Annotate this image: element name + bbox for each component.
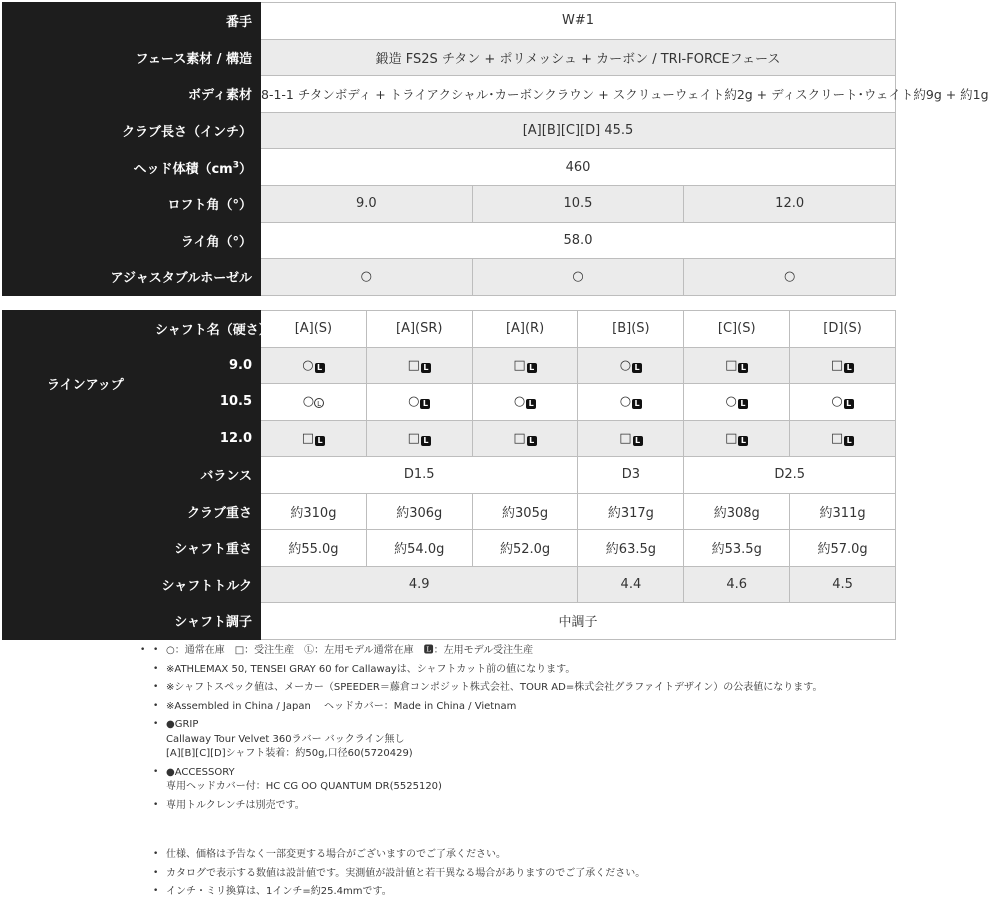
spec-row-lie [3, 222, 896, 259]
spec-label-volume-sup: 3 [232, 160, 239, 171]
shaft-weight-5: 約53.5g [684, 530, 790, 567]
lineup-table [2, 310, 896, 640]
note-item: • ※Assembled in China / Japan ヘッドカバー：Made in China / Vietnam [153, 700, 517, 712]
spec-label-face: フェース素材 / 構造 [3, 39, 261, 76]
loft-label-10-5: 10.5 [155, 384, 261, 421]
spec-row-hosel [3, 259, 896, 296]
made-to-order-icon: □ [301, 430, 315, 446]
note-text: ●ACCESSORY [166, 766, 235, 778]
spec-table [2, 2, 989, 296]
note-subtext: 専用ヘッドカバー付：HC CG OO QUANTUM DR(5525120) [166, 781, 442, 792]
lineup-row-kick [3, 603, 896, 640]
lineup-row-torque [3, 566, 896, 603]
made-to-order-icon: □ [725, 430, 738, 446]
left-hand-order-icon: L [633, 436, 643, 446]
disclaimer-text: インチ・ミリ換算は、1インチ=約25.4mmです。 [166, 886, 392, 897]
left-hand-order-icon: L [632, 363, 642, 373]
note-text: ※ATHLEMAX 50, TENSEI GRAY 60 for Callawayは、シャフトカット前の値になります。 [166, 663, 576, 675]
lineup-cell [578, 384, 684, 421]
made-to-order-icon: □ [407, 430, 420, 446]
shaft-weight-4: 約63.5g [578, 530, 684, 567]
lineup-cell [578, 420, 684, 457]
disclaimer-list [150, 848, 645, 904]
shaft-name-4: [B](S) [578, 311, 684, 348]
left-hand-order-icon: L [738, 399, 748, 409]
left-hand-order-icon: L [527, 363, 537, 373]
note-text: ●GRIP [166, 719, 199, 730]
made-to-order-icon: □ [619, 430, 632, 446]
spec-value-lie: 58.0 [261, 222, 896, 259]
left-hand-order-icon: L [315, 363, 325, 373]
note-item: • ●ACCESSORY 専用ヘッドカバー付：HC CG OO QUANTUM DR(5525120) [150, 766, 823, 795]
left-hand-order-icon: L [526, 399, 536, 409]
disclaimer-item: • インチ・ミリ換算は、1インチ=約25.4mmです。 [153, 886, 392, 897]
note-item: • ※シャフトスペック値は、メーカー（SPEEDER＝藤倉コンポジット株式会社、TOUR AD=株式会社グラファイトデザイン）の公表値になります。 [153, 682, 823, 693]
spec-label-loft: ロフト角（°） [3, 185, 261, 222]
balance-label: バランス [3, 457, 261, 494]
club-weight-1: 約310g [261, 493, 367, 530]
lineup-cell [684, 347, 790, 384]
spec-row-face [3, 39, 896, 76]
shaft-name-5: [C](S) [684, 311, 790, 348]
lineup-row-shaft-weight [3, 530, 896, 567]
left-hand-order-icon: L [421, 436, 431, 446]
note-text: 専用トルクレンチは別売です。 [166, 799, 305, 811]
lineup-cell [790, 420, 896, 457]
shaft-name-6: [D](S) [790, 311, 896, 348]
spec-row-volume [3, 149, 896, 186]
stock-icon: ○ [302, 357, 314, 373]
left-hand-stock-icon: L [314, 398, 324, 408]
made-to-order-icon: □ [725, 357, 738, 373]
note-text: ※シャフトスペック値は、メーカー（SPEEDER＝藤倉コンポジット株式会社、TOUR AD=株式会社グラファイトデザイン）の公表値になります。 [166, 682, 823, 693]
lineup-row-shaft [3, 311, 896, 348]
lineup-row-balance [3, 457, 896, 494]
spec-value-hosel-1: ○ [261, 259, 473, 296]
notes-list [140, 644, 823, 817]
note-subtext: [A][B][C][D]シャフト装着：約50g,口径60(5720429) [166, 748, 413, 759]
shaft-name-2: [A](SR) [366, 311, 472, 348]
lineup-cell [790, 347, 896, 384]
made-to-order-icon: □ [830, 357, 844, 373]
club-weight-6: 約311g [790, 493, 896, 530]
lineup-cell [684, 384, 790, 421]
spec-row-length [3, 112, 896, 149]
shaft-weight-label: シャフト重さ [3, 530, 261, 567]
stock-icon: ○ [725, 394, 737, 410]
spec-value-hosel-3: ○ [684, 259, 896, 296]
spec-value-hosel-2: ○ [472, 259, 684, 296]
left-hand-order-icon: L [844, 436, 854, 446]
loft-label-9: 9.0 [155, 347, 261, 384]
disclaimer-item: • カタログで表示する数値は設計値です。実測値が設計値と若干異なる場合がありますのでご了承ください。 [153, 867, 646, 879]
made-to-order-icon: □ [513, 357, 526, 373]
club-weight-3: 約305g [472, 493, 578, 530]
lineup-group-label: ラインアップ [3, 311, 155, 457]
spec-value-number: W#1 [261, 3, 896, 40]
lineup-cell [684, 420, 790, 457]
spec-row-loft [3, 185, 896, 222]
stock-icon: ○ [831, 394, 843, 410]
note-text: ※Assembled in China / Japan ヘッドカバー：Made in China / Vietnam [166, 700, 517, 712]
shaft-name-3: [A](R) [472, 311, 578, 348]
note-item: • 専用トルクレンチは別売です。 [153, 799, 305, 811]
shaft-name-1: [A](S) [261, 311, 367, 348]
torque-label: シャフトトルク [3, 566, 261, 603]
spec-label-lie: ライ角（°） [3, 222, 261, 259]
left-hand-order-icon: L [315, 436, 325, 446]
spec-label-body: ボディ素材 [3, 76, 261, 113]
shaft-weight-6: 約57.0g [790, 530, 896, 567]
note-subtext: Callaway Tour Velvet 360ラバー バックライン無し [166, 733, 405, 745]
left-hand-order-icon: L [844, 399, 854, 409]
spec-label-hosel: アジャスタブルホーゼル [3, 259, 261, 296]
stock-icon: ○ [619, 357, 632, 373]
stock-icon: ○ [619, 394, 632, 410]
lineup-cell [261, 420, 367, 457]
lineup-cell [261, 384, 367, 421]
left-hand-order-icon: L [738, 436, 748, 446]
lineup-cell [366, 384, 472, 421]
disclaimer-text: カタログで表示する数値は設計値です。実測値が設計値と若干異なる場合がありますのでご了承ください。 [166, 867, 646, 879]
balance-value-3: D2.5 [684, 457, 896, 494]
lineup-row-club-weight [3, 493, 896, 530]
lineup-cell [472, 420, 578, 457]
spec-label-number: 番手 [3, 3, 261, 40]
made-to-order-icon: □ [407, 357, 420, 373]
torque-value-1: 4.9 [261, 566, 578, 603]
lineup-cell [366, 347, 472, 384]
torque-value-2: 4.4 [578, 566, 684, 603]
disclaimer-text: 仕様、価格は予告なく一部変更する場合がございますのでご了承ください。 [166, 849, 506, 860]
spec-value-length: [A][B][C][D] 45.5 [261, 112, 896, 149]
spec-label-volume-text: ヘッド体積（cm [133, 161, 233, 177]
lineup-cell [366, 420, 472, 457]
spec-label-volume-end: ） [238, 161, 252, 177]
spec-value-face: 鍛造 FS2S チタン + ポリメッシュ + カーボン / TRI-FORCEフェース [261, 39, 896, 76]
lineup-cell [261, 347, 367, 384]
note-item: • • ○：通常在庫 □：受注生産 Ⓛ：左用モデル通常在庫 🅻：左用モデル受注生産 [140, 645, 534, 656]
left-hand-order-icon: L [421, 363, 431, 373]
spec-label-length: クラブ長さ（インチ） [3, 112, 261, 149]
loft-label-12: 12.0 [155, 420, 261, 457]
left-hand-order-icon: L [632, 399, 642, 409]
spec-row-number [3, 3, 896, 40]
torque-value-4: 4.5 [790, 566, 896, 603]
stock-icon: ○ [408, 394, 420, 410]
club-weight-2: 約306g [366, 493, 472, 530]
kick-value: 中調子 [261, 603, 896, 640]
disclaimer-item: • 仕様、価格は予告なく一部変更する場合がございますのでご了承ください。 [153, 849, 506, 860]
shaft-weight-3: 約52.0g [472, 530, 578, 567]
left-hand-order-icon: L [420, 399, 430, 409]
shaft-weight-2: 約54.0g [366, 530, 472, 567]
shaft-name-label: シャフト名（硬さ） [155, 311, 261, 348]
torque-value-3: 4.6 [684, 566, 790, 603]
spec-row-body [3, 76, 896, 113]
made-to-order-icon: □ [830, 430, 844, 446]
left-hand-order-icon: L [844, 363, 854, 373]
lineup-cell [472, 384, 578, 421]
balance-value-1: D1.5 [261, 457, 578, 494]
spec-value-loft-2: 10.5 [472, 185, 684, 222]
spec-value-volume: 460 [261, 149, 896, 186]
note-item: • ●GRIP Callaway Tour Velvet 360ラバー バックライン無し [A][B][C][D]シャフト装着：約50g,口径60(5720429) [150, 718, 823, 762]
lineup-cell [472, 347, 578, 384]
left-hand-order-icon: L [738, 363, 748, 373]
lineup-cell [578, 347, 684, 384]
club-weight-4: 約317g [578, 493, 684, 530]
kick-label: シャフト調子 [3, 603, 261, 640]
stock-icon: ○ [513, 394, 526, 410]
shaft-weight-1: 約55.0g [261, 530, 367, 567]
spec-value-loft-3: 12.0 [684, 185, 896, 222]
club-weight-5: 約308g [684, 493, 790, 530]
note-text: ○：通常在庫 □：受注生産 Ⓛ：左用モデル通常在庫 🅻：左用モデル受注生産 [166, 645, 534, 656]
spec-label-volume [3, 149, 261, 186]
club-weight-label: クラブ重さ [3, 493, 261, 530]
made-to-order-icon: □ [513, 430, 526, 446]
spec-value-body: 8-1-1 チタンボディ + トライアクシャル･カーボンクラウン + スクリューウェイト約2g + ディスクリート･ウェイト約9g + 約1g [261, 76, 896, 113]
left-hand-order-icon: L [527, 436, 537, 446]
balance-value-2: D3 [578, 457, 684, 494]
stock-icon: ○ [302, 394, 315, 410]
lineup-cell [790, 384, 896, 421]
note-item: • ※ATHLEMAX 50, TENSEI GRAY 60 for Callawayは、シャフトカット前の値になります。 [153, 663, 576, 675]
spec-value-loft-1: 9.0 [261, 185, 473, 222]
